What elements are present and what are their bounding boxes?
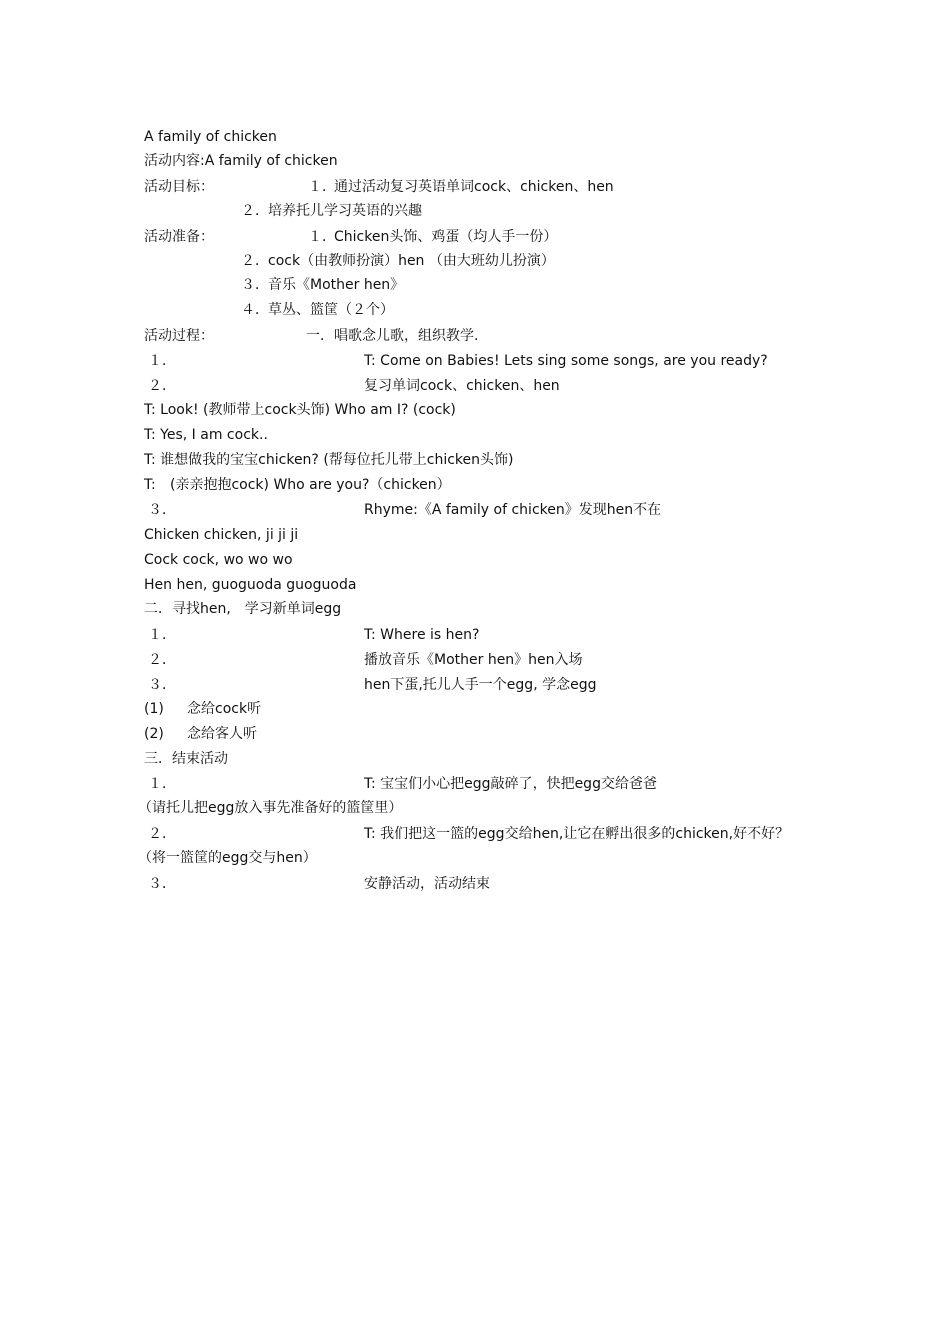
- section-1-title: 一．唱歌念儿歌，组织教学.: [306, 328, 479, 344]
- goals-label: 活动目标：: [144, 179, 214, 195]
- prep-label: 活动准备：: [144, 229, 214, 245]
- document-page: A family of chicken 活动内容:A family of chicken 活动目标： １． 通过活动复习英语单词cock、chicken、hen ２． 培养托儿学习英语的兴趣 活动准备： １． Chicken头饰、鸡蛋（均人手一份） ２． cock（由教师扮演）hen （由大班幼儿扮演） ３． 音乐《Mother hen》 ４． 草丛、篮筐（２个） 活动过程： 一．唱歌念儿歌，组织教学. １． T: Come on Babies! Lets sing some songs, are you ready? ２． 复习单词cock、chicken、hen T: Look! (教师带上cock头饰) Who am I? (cock) T: Yes, I am cock.. T: 谁想做我的宝宝chicken? (帮每位托儿带上chicken头饰) T: (亲亲抱抱cock) Who are you?（chicken） ３． Rhyme:《A family of chicken》发现hen不在 Chicken chicken, ji ji ji Cock cock, wo wo wo Hen hen, guoguoda guoguoda 二．寻找hen, 学习新单词egg １． T: Where is hen? ２． 播放音乐《Mother hen》hen入场 ３． hen下蛋,托儿人手一个egg, 学念egg (1) 念给cock听 (2) 念给客人听 三．结束活动 １． T: 宝宝们小心把egg敲碎了，快把egg交给爸爸 （请托儿把egg放入事先准备好的篮筐里） ２． T: 我们把这一篮的egg交给hen,让它在孵出很多的chicken,好不好？ （将一篮筐的egg交与hen） ３． 安静活动，活动结束: [138, 129, 790, 892]
- process-label: 活动过程：: [144, 328, 214, 344]
